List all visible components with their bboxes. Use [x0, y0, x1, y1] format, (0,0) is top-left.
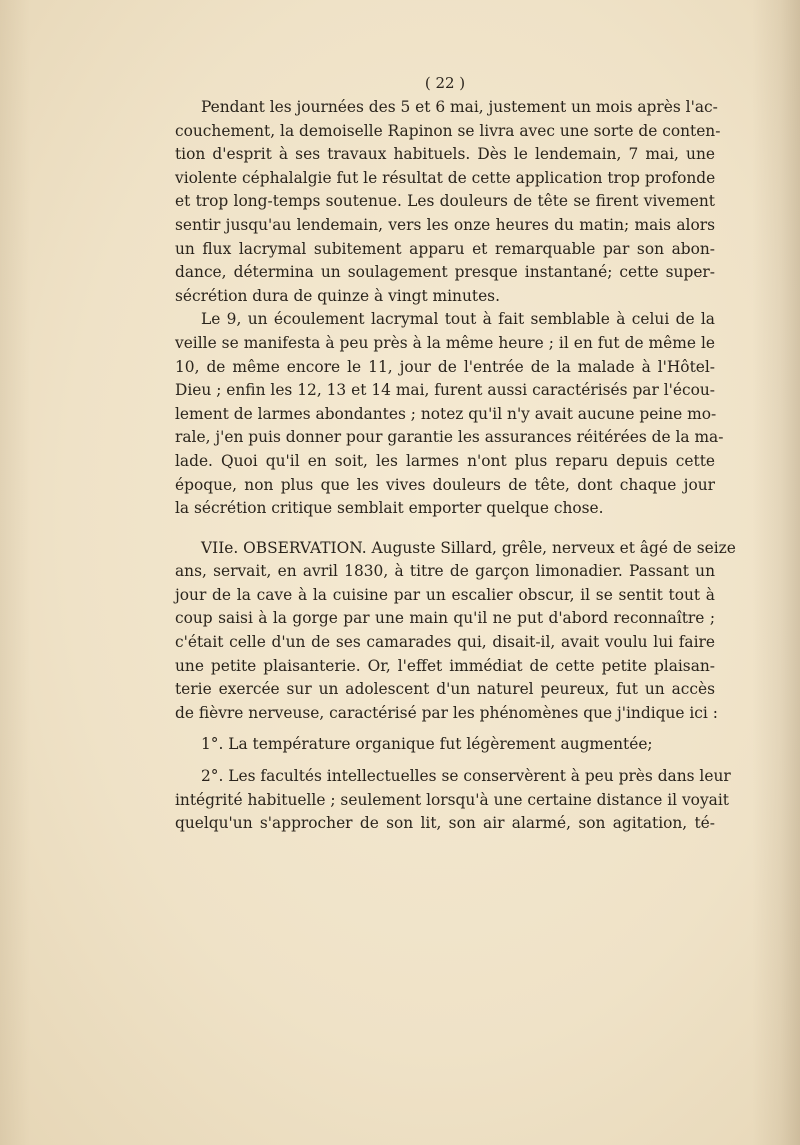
- text-line: terie exercée sur un adolescent d'un naturel peureux, fut un accès: [175, 680, 715, 699]
- text-line: coup saisi à la gorge par une main qu'il ne put d'abord reconnaître ;: [175, 609, 715, 628]
- paragraph-2: [175, 308, 724, 520]
- text-line: couchement, la demoiselle Rapinon se livra avec une sorte de conten-: [175, 121, 721, 140]
- text-line: tion d'esprit à ses travaux habituels. Dès le lendemain, 7 mai, une: [175, 145, 715, 164]
- text-line: dance, détermina un soulagement presque instantané; cette super-: [175, 263, 715, 282]
- text-line: rale, j'en puis donner pour garantie les assurances réitérées de la ma-: [175, 428, 724, 447]
- text-line: un flux lacrymal subitement apparu et remarquable par son abon-: [175, 239, 715, 258]
- text-line: époque, non plus que les vives douleurs de tête, dont chaque jour: [175, 475, 715, 494]
- paragraph-gap: [175, 725, 715, 733]
- text-line: sentir jusqu'au lendemain, vers les onze heures du matin; mais alors: [175, 215, 715, 234]
- paragraph-gap: [175, 521, 715, 537]
- text-line: intégrité habituelle ; seulement lorsqu'à une certaine distance il voyait: [175, 790, 729, 809]
- text-line: de fièvre nerveuse, caractérisé par les phénomènes que j'indique ici :: [175, 703, 718, 722]
- text-line: 2°. Les facultés intellectuelles se conservèrent à peu près dans leur: [201, 767, 731, 786]
- text-line: 1°. La température organique fut légèrement augmentée;: [201, 735, 653, 754]
- text-line: Dieu ; enfin les 12, 13 et 14 mai, furent aussi caractérisés par l'écou-: [175, 381, 715, 400]
- text-line: Le 9, un écoulement lacrymal tout à fait semblable à celui de la: [201, 310, 715, 329]
- text-line: violente céphalalgie fut le résultat de cette application trop profonde: [175, 168, 716, 187]
- text-line: une petite plaisanterie. Or, l'effet immédiat de cette petite plaisan-: [175, 656, 715, 675]
- text-line: Pendant les journées des 5 et 6 mai, justement un mois après l'ac-: [201, 98, 718, 116]
- paragraph-gap: [175, 757, 715, 765]
- paragraph-1: [175, 96, 721, 308]
- page-text: [175, 72, 736, 836]
- paragraph-3: [175, 537, 736, 726]
- paragraph-5: [175, 765, 731, 836]
- page-number: ( 22 ): [424, 74, 466, 92]
- text-line: jour de la cave à la cuisine par un escalier obscur, il se sentit tout à: [175, 585, 715, 604]
- page-shadow-left: [0, 0, 30, 1145]
- text-line: veille se manifesta à peu près à la même heure ; il en fut de même le: [175, 333, 715, 352]
- text-line: lade. Quoi qu'il en soit, les larmes n'ont plus reparu depuis cette: [175, 451, 715, 470]
- text-line: lement de larmes abondantes ; notez qu'il n'y avait aucune peine mo-: [175, 404, 717, 423]
- text-line: quelqu'un s'approcher de son lit, son air alarmé, son agitation, té-: [175, 814, 715, 833]
- text-line: ans, servait, en avril 1830, à titre de garçon limonadier. Passant un: [175, 562, 715, 581]
- text-line: sécrétion dura de quinze à vingt minutes.: [175, 286, 500, 305]
- text-line: c'était celle d'un de ses camarades qui, disait-il, avait voulu lui faire: [175, 633, 715, 652]
- paragraph-4: [175, 733, 715, 757]
- text-line: la sécrétion critique semblait emporter quelque chose.: [175, 499, 604, 518]
- text-line: 10, de même encore le 11, jour de l'entrée de la malade à l'Hôtel-: [175, 357, 715, 376]
- page-shadow-right: [752, 0, 800, 1145]
- text-line: VIIe. OBSERVATION. Auguste Sillard, grêle, nerveux et âgé de seize: [201, 538, 736, 557]
- text-line: et trop long-temps soutenue. Les douleurs de tête se firent vivement: [175, 192, 715, 211]
